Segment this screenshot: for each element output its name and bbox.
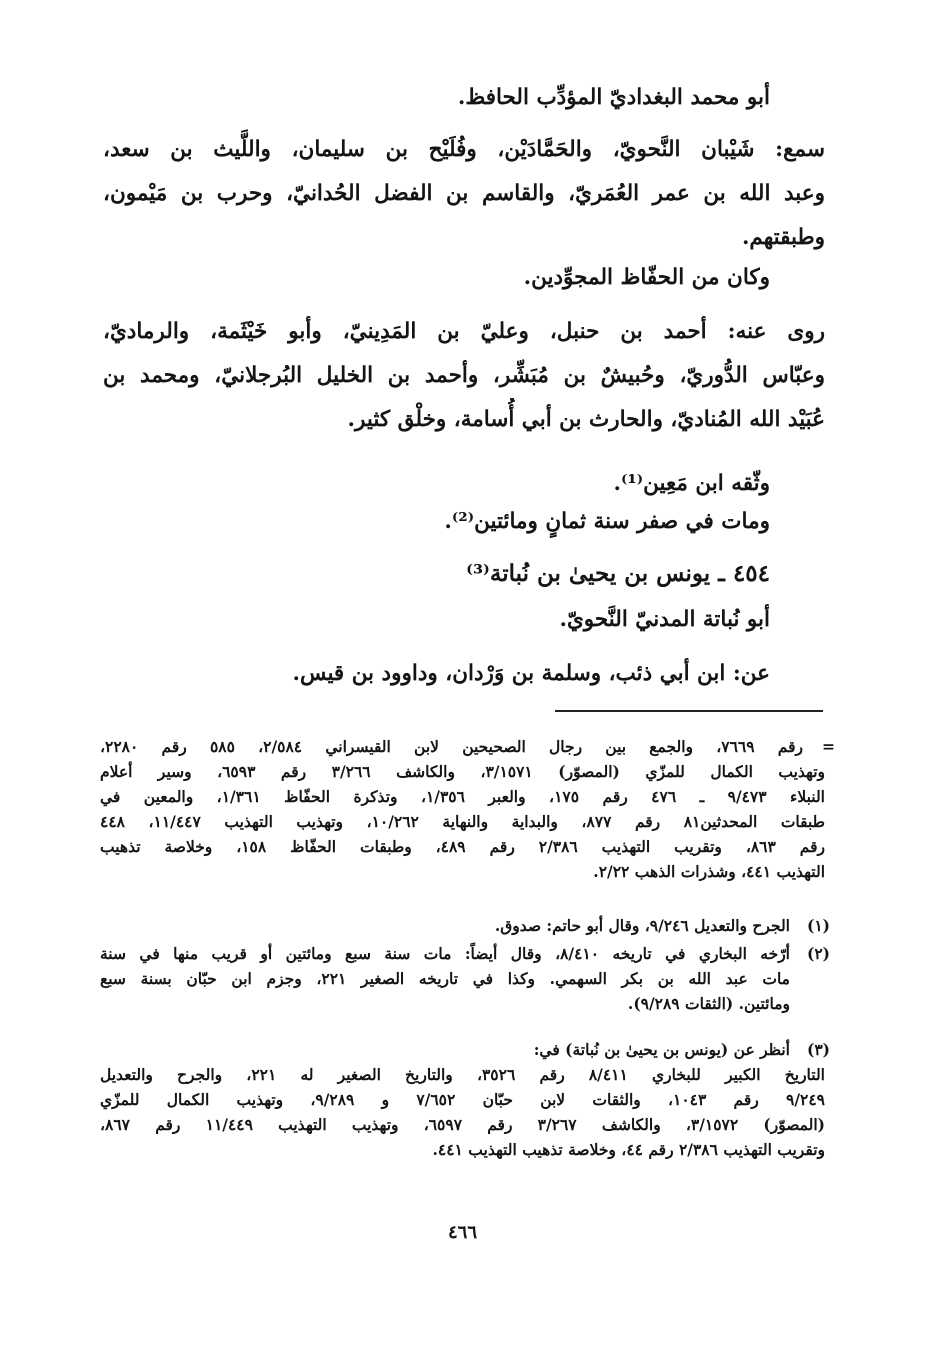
narrator-descriptor: أبو محمد البغداديّ المؤدِّب الحافظ. [457,85,770,110]
footnote-continuation-line-5: رقم ٨٦٣، وتقريب التهذيب ٢/٣٨٦ رقم ٤٨٩، وطبقات الحفّاظ ١٥٨، وخلاصة تذهيب [100,837,825,856]
footnote-3-line-2: التاريخ الكبير للبخاري ٨/٤١١ رقم ٣٥٢٦، والتاريخ الصغير له ٢٢١، والجرح والتعديل [100,1065,825,1084]
footnote-continuation-line-3: النبلاء ٩/٤٧٣ ـ ٤٧٦ رقم ١٧٥، والعبر ١/٣٥٦، وتذكرة الحفّاظ ١/٣٦١، والمعين في [100,787,825,806]
continuation-marker: = [822,737,835,756]
footnote-continuation-line-2: وتهذيب الكمال للمزّي (المصوّر) ٣/١٥٧١، والكاشف ٣/٢٦٦ رقم ٦٥٩٣، وسير أعلام [100,762,825,781]
footnote-continuation-line-1: رقم ٧٦٦٩، والجمع بين رجال الصحيحين لابن القيسراني ٢/٥٨٤، ٥٨٥ رقم ٢٢٨٠، [100,737,803,756]
entry-kunya: أبو نُباتة المدنيّ النَّحويّ. [559,607,770,632]
footnote-3-line-3: ٩/٢٤٩ رقم ١٠٤٣، والثقات لابن حبّان ٧/٦٥٢ و ٩/٢٨٩، وتهذيب الكمال للمزّي [100,1090,825,1109]
heard-from-line-1: سمع: شَيْبان النَّحويّ، والحَمَّادَيْن، وفُلَيْح بن سليمان، واللَّيث بن سعد، [103,137,825,162]
footnote-3-line-5: وتقريب التهذيب ٢/٣٨٦ رقم ٤٤، وخلاصة تذهيب التهذيب ٤٤١. [432,1140,825,1159]
death-line: ومات في صفر سنة ثمانٍ ومائتين⁽²⁾. [444,509,770,534]
footnote-3-line-4: (المصوّر) ٣/١٥٧٢، والكاشف ٣/٢٦٧ رقم ٦٥٩٧، وتهذيب التهذيب ١١/٤٤٩ رقم ٨٦٧، [100,1115,825,1134]
page-number: ٤٦٦ [447,1222,477,1243]
trust-line: وثّقه ابن مَعِين⁽¹⁾. [613,471,770,496]
footnote-separator [555,710,823,712]
footnote-continuation-line-6: التهذيب ٤٤١، وشذرات الذهب ٢/٢٢. [593,862,825,881]
entry-heading: ٤٥٤ ـ يونس بن يحيىٰ بن نُباتة⁽³⁾ [466,560,770,587]
narrators-line-2: وعبّاس الدُّوريّ، وحُبيشٌ بن مُبَشِّر، وأحمد بن الخليل البُرجلانيّ، ومحمد بن [103,363,825,388]
footnote-number: (٣) [806,1040,830,1059]
narrators-line-1: روى عنه: أحمد بن حنبل، وعليّ بن المَدِينيّ، وأبو خَيْثَمة، والرماديّ، [103,319,825,344]
entry-from-line: عن: ابن أبي ذئب، وسلمة بن وَرْدان، وداوود بن قيس. [292,661,770,686]
heard-from-line-3: وطبقتهم. [741,225,825,250]
footnote-2-line-2: مات عبد الله بن بكر السهمي. وكذا في تاريخه الصغير ٢٢١، وجزم ابن حبّان بسنة سبع [100,969,790,988]
footnote-2-line-1: أرّخه البخاري في تاريخه ٨/٤١٠، وقال أيضاً: مات سنة سبع ومائتين أو قريب منها في سنة [100,944,790,963]
status-line: وكان من الحفّاظ المجوِّدين. [523,265,770,290]
footnote-number: (١) [806,916,830,935]
footnote-3-line-1: أنظر عن (يونس بن يحيىٰ بن نُباتة) في: [533,1040,790,1059]
footnote-2-line-3: ومائتين. (الثقات ٩/٢٨٩). [627,994,790,1013]
footnote-number: (٢) [806,944,830,963]
footnote-1-line-1: الجرح والتعديل ٩/٢٤٦، وقال أبو حاتم: صدوق. [494,916,790,935]
heard-from-line-2: وعبد الله بن عمر العُمَريّ، والقاسم بن الفضل الحُدانيّ، وحرب بن مَيْمون، [103,181,825,206]
narrators-line-3: عُبَيْد الله المُناديّ، والحارث بن أبي أُسامة، وخلْق كثير. [347,407,825,432]
footnote-continuation-line-4: طبقات المحدثين٨١ رقم ٨٧٧، والبداية والنهاية ١٠/٢٦٢، وتهذيب التهذيب ١١/٤٤٧، ٤٤٨ [100,812,825,831]
